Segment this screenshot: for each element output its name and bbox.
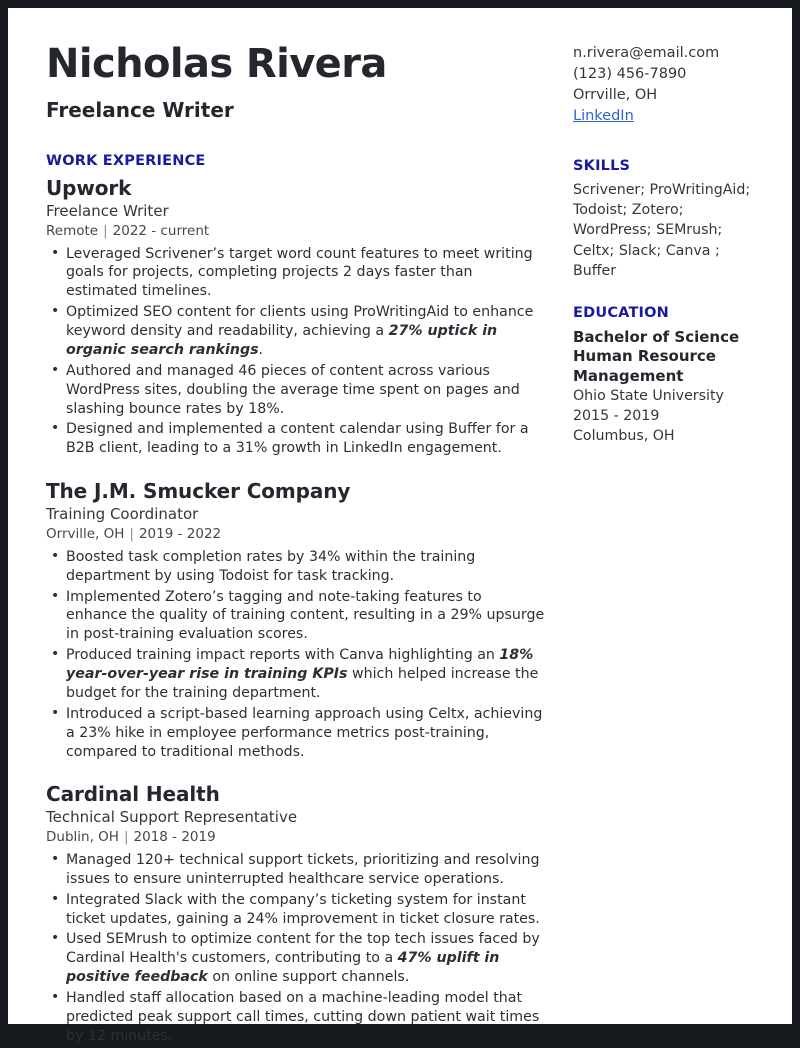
bullet-text: Leveraged Scrivener’s target word count features to meet writing goals for projects, completing projects 2 days faster than estimated timelines. (66, 245, 533, 300)
bullet-text: Designed and implemented a content calendar using Buffer for a B2B client, leading to a 31% growth in LinkedIn engagement. (66, 421, 529, 457)
education-dates: 2015 - 2019 (573, 408, 660, 425)
experience-company: The J.M. Smucker Company (46, 479, 351, 504)
page-title: Nicholas Rivera (46, 41, 387, 87)
contact-location: Orrville, OH (573, 87, 658, 104)
experience-bullet (46, 420, 546, 458)
experience-company: Upwork (46, 176, 132, 200)
experience-job-title: Freelance Writer (46, 202, 169, 220)
experience-meta-separator: | (123, 829, 129, 846)
experience-entry (46, 176, 546, 458)
experience-location: Remote (46, 223, 99, 239)
education-field: Human Resource Management (573, 347, 716, 385)
bullet-text-tail: which helped increase the budget for the training department. (66, 666, 539, 701)
experience-dates: 2019 - 2022 (138, 526, 222, 543)
education-block (573, 305, 762, 447)
bullet-highlight: 18% year-over-year rise in training KPIs (66, 647, 534, 682)
bullet-text: Implemented Zotero’s tagging and note-taking features to enhance the quality of training content, resulting in a 29% upsurge in post-training evaluation scores. (66, 588, 545, 643)
resume-page (8, 8, 792, 1044)
sidebar-column (546, 38, 762, 471)
section-heading-skills: SKILLS (573, 158, 631, 175)
bullet-text: Introduced a script-based learning approach using Celtx, achieving a 23% hike in employee performance metrics post-training, compared to traditional methods. (66, 705, 543, 760)
experience-bullet (46, 989, 546, 1046)
bullet-text: Boosted task completion rates by 34% within the training department by using Todoist for task tracking. (66, 548, 476, 584)
work-experience-list (46, 176, 546, 1046)
bullet-text: Used SEMrush to optimize content for the top tech issues faced by Cardinal Health's customers, contributing to a (66, 931, 540, 967)
experience-bullet-list (46, 851, 546, 1046)
skills-text: Scrivener; ProWritingAid; Todoist; Zotero; WordPress; SEMrush; Celtx; Slack; Canva ; Buffer (573, 182, 751, 279)
education-location: Columbus, OH (573, 428, 675, 445)
experience-company: Cardinal Health (46, 782, 220, 807)
experience-bullet (46, 646, 546, 703)
experience-location: Orrville, OH (46, 526, 125, 543)
experience-meta-separator: | (129, 526, 134, 543)
experience-entry (46, 479, 546, 761)
experience-bullet (46, 362, 546, 419)
bullet-text: Optimized SEO content for clients using ProWritingAid to enhance keyword density and readability, achieving a (66, 304, 534, 340)
experience-bullet (46, 930, 546, 987)
experience-bullet (46, 851, 546, 889)
contact-linkedin-link[interactable] (573, 106, 762, 127)
experience-job-title: Technical Support Representative (46, 808, 298, 827)
education-degree: Bachelor of Science (573, 327, 740, 346)
experience-bullet-list (46, 548, 546, 762)
bullet-highlight: 47% uplift in positive feedback (66, 950, 500, 986)
experience-job-title: Training Coordinator (46, 505, 199, 524)
bullet-text: Handled staff allocation based on a machine-leading model that predicted peak support call times, cutting down patient wait times by 12 minutes. (66, 990, 540, 1044)
contact-block (573, 43, 762, 127)
experience-entry (46, 782, 546, 1045)
experience-bullet (46, 588, 546, 645)
experience-bullet-list (46, 245, 546, 459)
bullet-text-tail: . (258, 341, 264, 358)
experience-bullet (46, 548, 546, 586)
contact-email: n.rivera@email.com (573, 45, 720, 61)
bullet-text: Managed 120+ technical support tickets, prioritizing and resolving issues to ensure uninterrupted healthcare service operations. (66, 851, 540, 887)
experience-dates: 2018 - 2019 (133, 829, 216, 846)
experience-location: Dublin, OH (46, 829, 119, 846)
experience-meta (46, 525, 546, 545)
linkedin-link-label[interactable]: LinkedIn (573, 108, 634, 125)
bullet-text-tail: on online support channels. (207, 969, 410, 986)
experience-dates: 2022 - current (112, 223, 210, 239)
bullet-text: Produced training impact reports with Canva highlighting an (66, 647, 500, 664)
section-heading-education: EDUCATION (573, 304, 670, 321)
skills-block (573, 158, 762, 281)
contact-phone: (123) 456-7890 (573, 66, 687, 83)
education-school: Ohio State University (573, 388, 724, 405)
experience-bullet (46, 245, 546, 302)
experience-meta-separator: | (103, 223, 108, 239)
bullet-highlight: 27% uptick in organic search rankings (66, 323, 498, 358)
experience-bullet (46, 891, 546, 929)
bullet-text: Integrated Slack with the company’s ticketing system for instant ticket updates, gaining a 24% improvement in ticket closure rates. (66, 891, 540, 927)
resume-layout (46, 38, 762, 1048)
experience-meta (46, 828, 546, 848)
bullet-text: Authored and managed 46 pieces of content across various WordPress sites, doubling the average time spent on pages and slashing bounce rates by 18%. (66, 362, 520, 417)
experience-meta (46, 222, 546, 242)
section-heading-work-experience: WORK EXPERIENCE (46, 153, 206, 169)
experience-bullet (46, 705, 546, 762)
professional-headline: Freelance Writer (46, 98, 234, 122)
experience-bullet (46, 303, 546, 360)
main-column (46, 38, 546, 1048)
